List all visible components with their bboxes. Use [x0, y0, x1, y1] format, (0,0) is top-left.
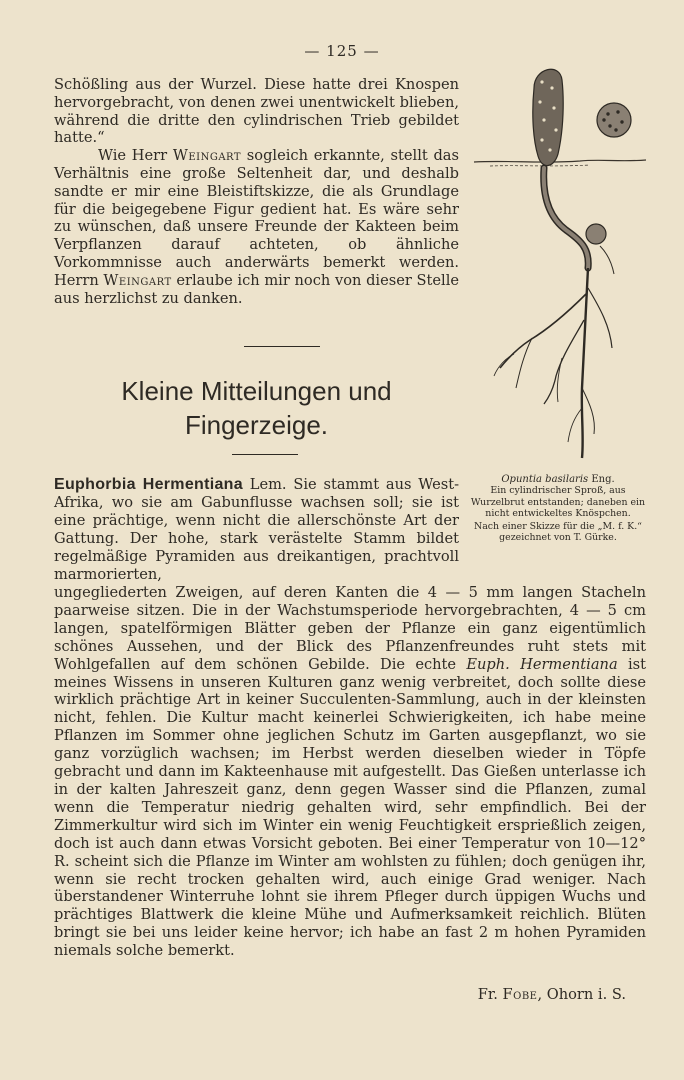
cactus-root-illustration	[470, 58, 650, 468]
article-body	[54, 584, 646, 960]
caption-species: Opuntia basilaris	[501, 474, 589, 485]
caption-author: Eng.	[588, 474, 615, 485]
signature-location: , Ohorn i. S.	[537, 986, 626, 1003]
signature-prefix: Fr.	[477, 986, 503, 1003]
person-name-weingart-2: Weingart	[103, 271, 172, 289]
caption-text: Ein cylindrischer Sproß, aus Wurzelbrut entstanden; daneben ein nicht entwickeltes Knöspchen.	[470, 485, 646, 519]
article-body-text-b: ist meines Wissens in unseren Kulturen ganz wenig verbreitet, doch sollte diese wirklich prächtige Art in keiner Succulenten-Sammlung, auch in der kleinsten nicht, fehlen. Die Kultur macht keinerlei Schwierigkeiten, ich habe meine Pflanzen im Sommer ohne jeglichen Schutz im Garten ausgepflanzt, wo sie ganz vorzüglich wachsen; im Herbst werden dieselben wieder in Töpfe gebracht und dann im Kakteenhause mit aufgestellt. Das Gießen unterlasse ich in der kalten Jahreszeit ganz, denn gegen Wasser sind die Pflanzen, zumal wenn die Temperatur niedrig gehalten wird, sehr empfindlich. Bei der Zimmerkultur wird sich im Winter ein wenig Feuchtigkeit ersprießlich zeigen, doch ist auch dann etwas Vorsicht geboten. Bei einer Temperatur von 10—12° R. scheint sich die Pflanze im Winter am wohlsten zu fühlen; doch genügen ihr, wenn sie recht trocken gehalten wird, auch einige Grad weniger. Nach überstandener Winterruhe lohnt sie ihrem Pfleger durch üppigen Wuchs und prächtiges Blattwerk die kleine Mühe und Aufmerksamkeit reichlich. Blüten bringt sie bei uns leider keine hervor; ich habe an fast 2 m hohen Pyramiden niemals solche bemerkt.	[54, 655, 646, 960]
signature-name: Fobe	[502, 986, 538, 1003]
article-term: Euphorbia Hermentiana	[54, 476, 243, 493]
article-lead	[54, 476, 459, 583]
section-divider-top	[244, 346, 320, 347]
intro-text	[54, 76, 459, 307]
article-lead-text: Lem. Sie stammt aus West-Afrika, wo sie am Gabunflusse wachsen soll; sie ist eine prächtige, wenn nicht die allerschönste Art der Gattung. Der hohe, stark verästelte Stamm bildet regelmäßige Pyramiden aus dreikantigen, prachtvoll marmorierten,	[54, 476, 460, 583]
caption-title	[466, 474, 650, 485]
section-title-line-2: Fingerzeige.	[184, 410, 329, 440]
section-title-line-1: Kleine Mitteilungen und	[121, 376, 392, 406]
article-lead-paragraph	[54, 476, 459, 583]
intro-paragraph-1: Schößling aus der Wurzel. Diese hatte drei Knospen hervorgebracht, von denen zwei unentwickelt blieben, während die dritte den cylindrischen Trieb gebildet hatte.“	[54, 76, 459, 147]
person-name-weingart: Weingart	[172, 147, 242, 165]
figure-caption	[466, 474, 650, 544]
intro-text-b: sogleich erkannte, stellt das Verhältnis eine große Seltenheit dar, und deshalb sandte er mir eine Bleistiftskizze, die als Grundlage für die beigegebene Figur gedient hat. Es wäre sehr zu wünschen, daß unsere Freunde der Kakteen beim Verpflanzen darauf achteten, ob ähnliche Vorkommnisse auch anderwärts bemerkt werden. Herrn	[54, 147, 459, 289]
section-divider-bottom	[232, 454, 298, 455]
page-number: — 125 —	[304, 42, 380, 60]
article-species-italic: Euph. Hermentiana	[466, 655, 618, 673]
caption-credit: Nach einer Skizze für die „M. f. K.“ gezeichnet von T. Gürke.	[474, 521, 642, 544]
section-title	[54, 374, 459, 442]
intro-text-c: erlaube ich mir noch von dieser Stelle aus herzlichst zu danken.	[54, 271, 459, 307]
article-body-text-a: ungegliederten Zweigen, auf deren Kanten die 4 — 5 mm langen Stacheln paarweise sitzen. Die in der Wachstumsperiode hervorgebrachten, 4 — 5 cm langen, spatelförmigen Blätter geben der Pflanze ein ganz eigentümlich schönes Aussehen, und der Blick des Pflanzenfreundes ruht stets mit Wohlgefallen auf dem schönen Gebilde. Die echte	[54, 584, 646, 673]
author-signature	[54, 986, 626, 1003]
intro-paragraph-2	[54, 147, 459, 307]
intro-text-a: Wie Herr	[98, 147, 173, 165]
article-body-paragraph	[54, 584, 646, 960]
